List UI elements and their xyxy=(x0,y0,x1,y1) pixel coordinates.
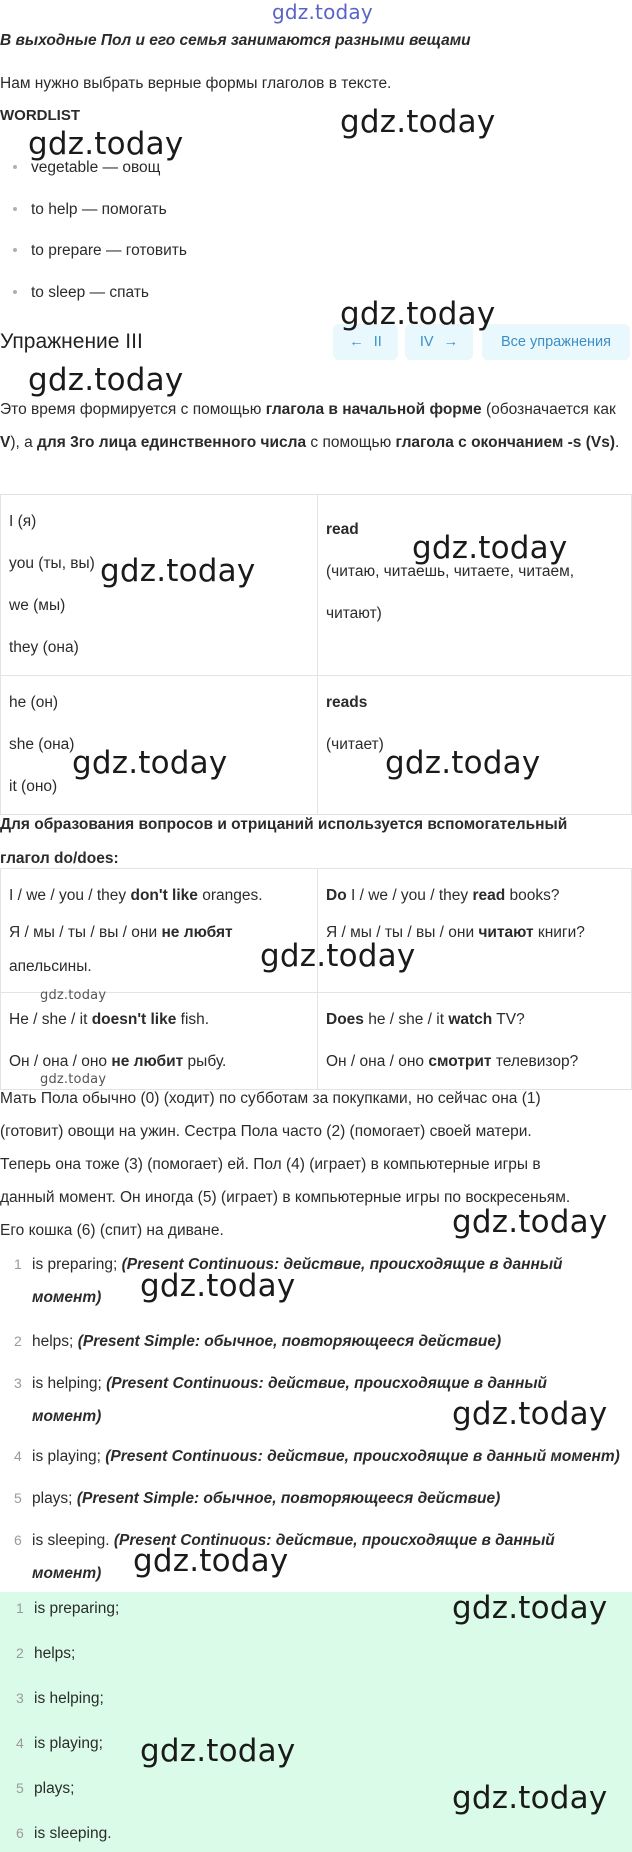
watermark: gdz.today xyxy=(140,1733,296,1769)
intro-title: В выходные Пол и его семья занимаются разными вещами xyxy=(0,32,471,49)
watermark: gdz.today xyxy=(260,938,416,974)
table-cell: he (он) she (она) it (оно) xyxy=(1,676,318,815)
watermark: gdz.today xyxy=(40,1072,107,1087)
table-cell: read (читаю, читаешь, читаете, читаем, читают) xyxy=(318,495,632,676)
watermark: gdz.today xyxy=(340,296,496,332)
explained-answer: 1 is preparing; (Present Continuous: действие, происходящие в данный момент) xyxy=(14,1256,563,1306)
explained-answer: 2 helps; (Present Simple: обычное, повторяющееся действие) xyxy=(14,1333,502,1350)
explained-answer: 3 is helping; (Present Continuous: действие, происходящие в данный момент) xyxy=(14,1375,548,1425)
next-exercise-button[interactable]: IV → xyxy=(405,324,473,360)
prev-exercise-button[interactable]: ← II xyxy=(333,324,398,360)
watermark-top: gdz.today xyxy=(272,0,373,24)
arrow-left-icon: ← xyxy=(349,334,364,350)
final-answer: 5 plays; xyxy=(16,1780,75,1797)
watermark: gdz.today xyxy=(40,988,107,1003)
arrow-right-icon: → xyxy=(443,334,459,350)
table-cell: He / she / it doesn't like fish. Он / она / оно не любит рыбу. xyxy=(1,993,318,1090)
final-answer: 6 is sleeping. xyxy=(16,1825,112,1842)
final-answer: 2 helps; xyxy=(16,1645,76,1662)
watermark: gdz.today xyxy=(72,745,228,781)
exercise-title: Упражнение III xyxy=(0,330,143,353)
explained-answer: 5 plays; (Present Simple: обычное, повторяющееся действие) xyxy=(14,1490,501,1507)
task-text: Нам нужно выбрать верные формы глаголов в тексте. xyxy=(0,75,392,92)
watermark: gdz.today xyxy=(452,1780,608,1816)
final-answer: 1 is preparing; xyxy=(16,1600,120,1617)
explained-answer: 4 is playing; (Present Continuous: действие, происходящие в данный момент) xyxy=(14,1448,620,1465)
watermark: gdz.today xyxy=(28,362,184,398)
watermark: gdz.today xyxy=(140,1268,296,1304)
watermark: gdz.today xyxy=(385,745,541,781)
table-cell: I / we / you / they don't like oranges. Я / мы / ты / вы / они не любят апельсины. xyxy=(1,869,318,993)
answer-block xyxy=(0,1592,632,1852)
table-cell: I (я) you (ты, вы) we (мы) they (она) xyxy=(1,495,318,676)
wordlist-item: vegetable — овощ xyxy=(13,157,160,179)
table-cell: reads (читает) xyxy=(318,676,632,815)
theory-paragraph: Это время формируется с помощью глагола в начальной форме (обозначается как V), а для 3го лица единственного числа с помощью глагола с окончанием -s (Vs). xyxy=(0,401,620,451)
watermark: gdz.today xyxy=(452,1204,608,1240)
examples-table xyxy=(0,868,632,1090)
conjugation-table xyxy=(0,494,632,815)
watermark: gdz.today xyxy=(100,553,256,589)
watermark: gdz.today xyxy=(452,1590,608,1626)
aux-verb-note: Для образования вопросов и отрицаний используется вспомогательный глагол do/does: xyxy=(0,816,568,867)
watermark: gdz.today xyxy=(412,530,568,566)
watermark: gdz.today xyxy=(340,104,496,140)
watermark: gdz.today xyxy=(133,1543,289,1579)
watermark: gdz.today xyxy=(452,1396,608,1432)
table-cell: Does he / she / it watch TV? Он / она / оно смотрит телевизор? xyxy=(318,993,632,1090)
final-answer: 4 is playing; xyxy=(16,1735,103,1752)
wordlist-item: to sleep — спать xyxy=(13,282,149,304)
wordlist-heading: WORDLIST xyxy=(0,107,80,124)
final-answer: 3 is helping; xyxy=(16,1690,104,1707)
all-exercises-button[interactable]: Все упражнения xyxy=(482,324,630,360)
watermark: gdz.today xyxy=(28,126,184,162)
table-cell: Do I / we / you / they read books? Я / мы / ты / вы / они читают книги? xyxy=(318,869,632,993)
wordlist-item: to help — помогать xyxy=(13,199,167,221)
explained-answer: 6 is sleeping. (Present Continuous: действие, происходящие в данный момент) xyxy=(14,1532,555,1582)
wordlist-item: to prepare — готовить xyxy=(13,240,187,262)
story-text: Мать Пола обычно (0) (ходит) по субботам за покупками, но сейчас она (1) (готовит) овощи на ужин. Сестра Пола часто (2) (помогает) своей матери. Теперь она тоже (3) (помогает) ей. Пол (4) (играет) в компьютерные игры в данный момент. Он иногда (5) (играет) в компьютерные игры по воскресеньям. Его кошка (6) (спит) на диване. xyxy=(0,1090,571,1239)
